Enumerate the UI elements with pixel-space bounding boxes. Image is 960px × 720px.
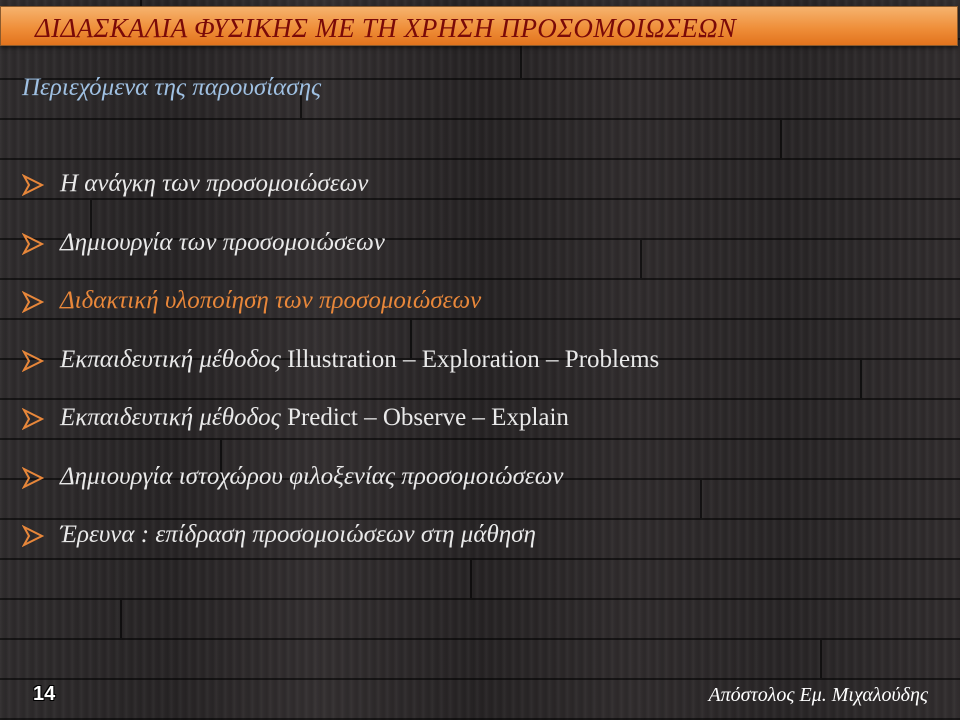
list-item (22, 398, 659, 457)
bullet-text: Διδακτική υλοποίηση των προσομοιώσεων (60, 287, 482, 314)
list-item-highlighted (22, 281, 659, 340)
list-item (22, 340, 659, 399)
bullet-text: Εκπαιδευτική μέθοδος Predict – Observe – Explain (60, 404, 569, 431)
page-number: 14 (33, 683, 56, 705)
list-item (22, 223, 659, 282)
arrowhead-icon (22, 408, 44, 430)
bullet-text: Δημιουργία των προσομοιώσεων (60, 228, 385, 256)
arrowhead-icon (22, 291, 44, 313)
arrowhead-icon (22, 233, 44, 255)
slide-subtitle: Περιεχόμενα της παρουσίασης (22, 74, 322, 101)
author-name: Απόστολος Εμ. Μιχαλούδης (708, 684, 928, 706)
arrowhead-icon (22, 350, 44, 372)
list-item (22, 457, 659, 516)
bullet-list (22, 164, 659, 574)
list-item (22, 515, 659, 574)
title-bar (0, 6, 958, 46)
arrowhead-icon (22, 467, 44, 489)
bullet-text: Δημιουργία ιστοχώρου φιλοξενίας προσομοιώσεων (60, 462, 564, 490)
slide-title: ΔΙΔΑΣΚΑΛΙΑ ΦΥΣΙΚΗΣ ΜΕ ΤΗ ΧΡΗΣΗ ΠΡΟΣΟΜΟΙΩΣΕΩΝ (35, 13, 737, 43)
bullet-text: Η ανάγκη των προσομοιώσεων (60, 170, 369, 197)
bullet-text: Εκπαιδευτική μέθοδος Illustration – Exploration – Problems (60, 345, 660, 373)
bullet-text: Έρευνα : επίδραση προσομοιώσεων στη μάθηση (60, 521, 536, 548)
arrowhead-icon (22, 174, 44, 196)
arrowhead-icon (22, 525, 44, 547)
list-item (22, 164, 659, 223)
